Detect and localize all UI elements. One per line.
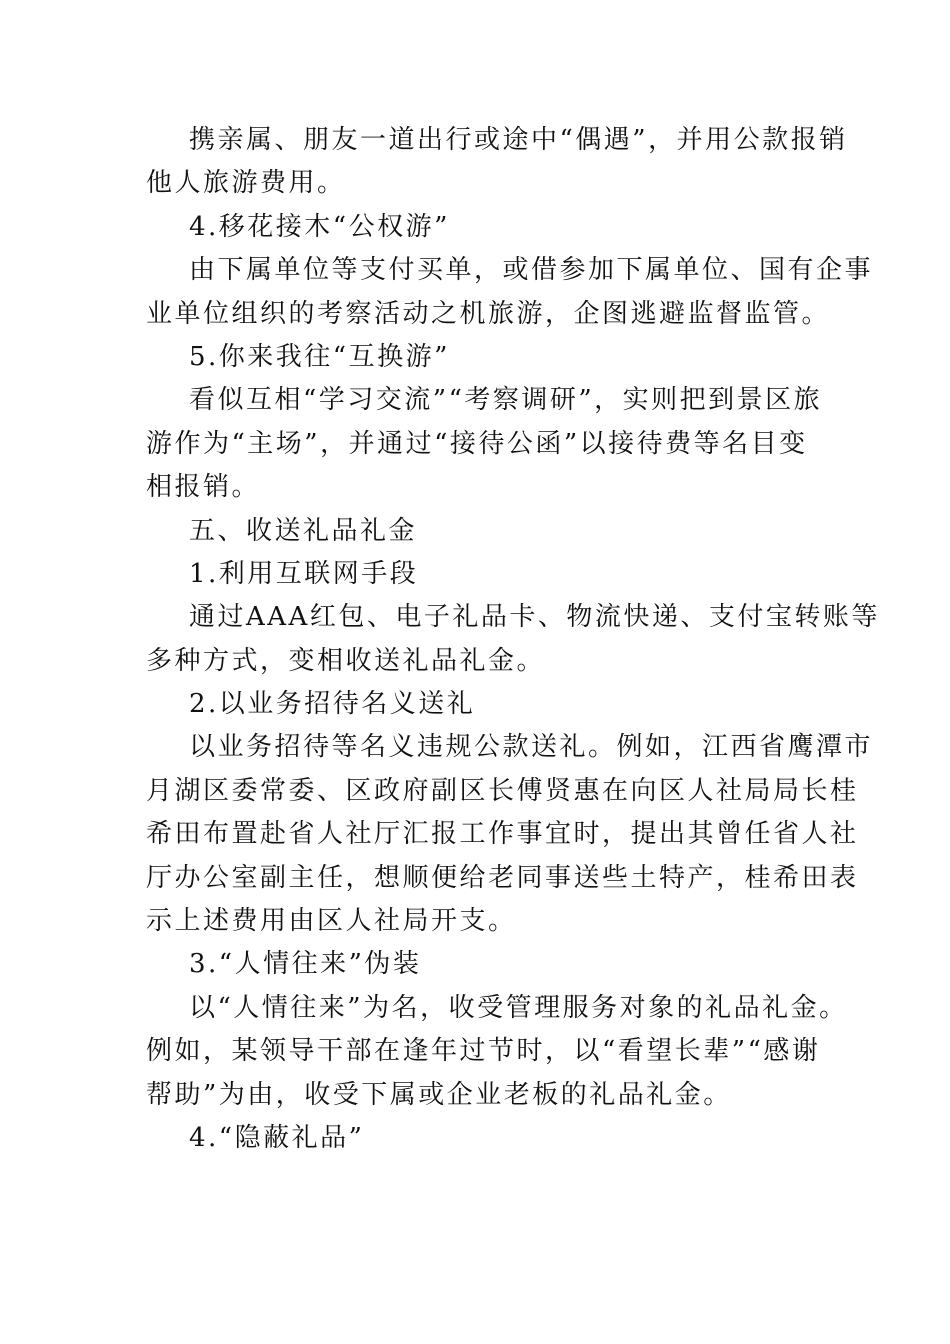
document-body <box>146 119 880 1160</box>
text-line: 4.“隐蔽礼品” <box>189 1122 365 1153</box>
text-line: 帮助”为由，收受下属或企业老板的礼品礼金。 <box>146 1079 732 1110</box>
text-line: 3.“人情往来”伪装 <box>189 949 422 980</box>
text-line: 相报销。 <box>146 472 261 503</box>
text-line: 业单位组织的考察活动之机旅游，企图逃避监督监管。 <box>146 298 831 329</box>
text-line: 携亲属、朋友一道出行或途中“偶遇”，并用公款报销 <box>189 125 848 155</box>
text-line: 示上述费用由区人社局开支。 <box>146 906 517 937</box>
text-line: 通过AAA红包、电子礼品卡、物流快递、支付宝转账等 <box>189 602 880 633</box>
text-line: 月湖区委常委、区政府副区长傅贤惠在向区人社局局长桂 <box>146 775 859 806</box>
text-line: 1.利用互联网手段 <box>189 558 419 589</box>
text-line: 2.以业务招待名义送礼 <box>189 689 476 720</box>
text-line: 游作为“主场”，并通过“接待公函”以接待费等名目变 <box>146 428 808 459</box>
text-line: 以“人情往来”为名，收受管理服务对象的礼品礼金。 <box>189 992 848 1023</box>
text-line: 他人旅游费用。 <box>146 168 346 199</box>
text-line: 五、收送礼品礼金 <box>189 515 418 546</box>
text-line: 以业务招待等名义违规公款送礼。例如，江西省鹰潭市 <box>189 732 874 763</box>
text-line: 由下属单位等支付买单，或借参加下属单位、国有企事 <box>189 255 874 286</box>
text-line: 5.你来我往“互换游” <box>189 341 450 372</box>
text-line: 厅办公室副主任，想顺便给老同事送些土特产，桂希田表 <box>146 862 859 893</box>
text-line: 希田布置赴省人社厅汇报工作事宜时，提出其曾任省人社 <box>146 819 859 850</box>
text-line: 看似互相“学习交流”“考察调研”，实则把到景区旅 <box>189 385 823 416</box>
text-line: 例如，某领导干部在逢年过节时，以“看望长辈”“感谢 <box>146 1036 821 1067</box>
text-line: 4.移花接木“公权游” <box>189 211 450 242</box>
text-line: 多种方式，变相收送礼品礼金。 <box>146 645 546 676</box>
